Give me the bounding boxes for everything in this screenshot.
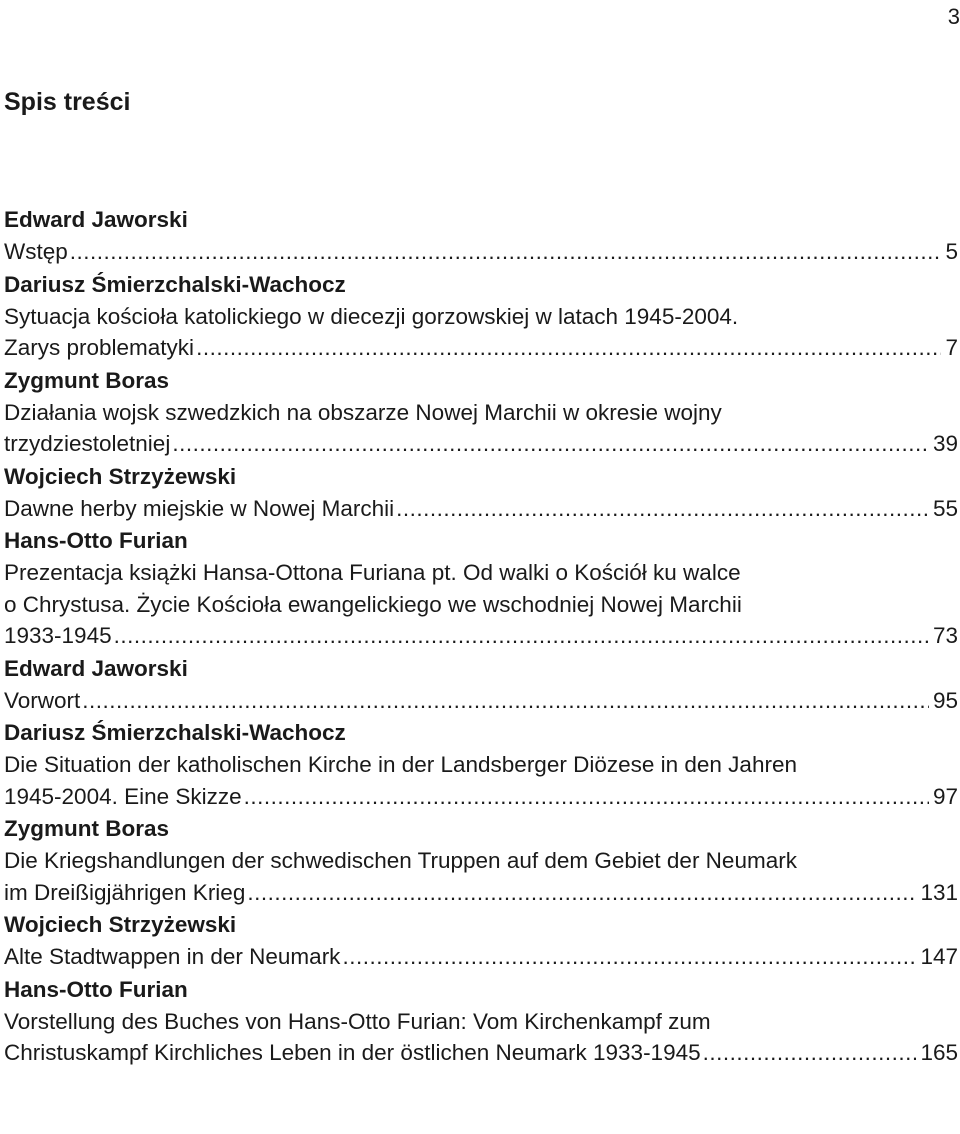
entry-title <box>4 749 958 812</box>
entry-title <box>4 557 958 652</box>
entry-title-last-line <box>4 685 958 717</box>
entry-author: Hans-Otto Furian <box>4 976 188 1002</box>
toc-entry <box>4 652 958 717</box>
toc-entry <box>4 203 958 268</box>
entry-title-text: Dawne herby miejskie w Nowej Marchii <box>4 495 395 521</box>
entry-title-text: Alte Stadtwappen in der Neumark <box>4 944 341 969</box>
entry-title <box>4 397 958 460</box>
entry-title <box>4 941 958 973</box>
table-of-contents <box>4 203 958 1069</box>
entry-title-last-line <box>4 236 958 268</box>
dot-leader <box>342 941 916 973</box>
toc-entry <box>4 364 958 460</box>
entry-title <box>4 493 958 525</box>
entry-author: Zygmunt Boras <box>4 367 170 393</box>
dot-leader <box>703 1037 917 1069</box>
dot-leader <box>247 877 916 909</box>
entry-title-line: Die Situation der katholischen Kirche in der Landsberger Diözese in den Jahren <box>4 752 797 777</box>
page-number: 3 <box>947 4 960 29</box>
entry-title-line: Sytuacja kościoła katolickiego w diecezji gorzowskiej w latach 1945-2004. <box>4 303 739 329</box>
entry-title <box>4 685 958 717</box>
entry-title-last-line <box>4 332 958 364</box>
entry-author: Zygmunt Boras <box>4 816 170 841</box>
entry-author: Dariusz Śmierzchalski-Wachocz <box>4 271 346 297</box>
entry-title-line: Działania wojsk szwedzkich na obszarze Nowej Marchii w okresie wojny <box>4 399 722 425</box>
entry-title-line: Prezentacja książki Hansa-Ottona Furiana pt. Od walki o Kościół ku walce <box>4 560 741 585</box>
entry-page-number: 131 <box>920 879 958 905</box>
entry-title-text: 1945-2004. Eine Skizze <box>4 783 242 809</box>
entry-page-number: 95 <box>932 687 958 713</box>
entry-title-last-line <box>4 941 958 973</box>
entry-title <box>4 1006 958 1069</box>
entry-author: Hans-Otto Furian <box>4 528 188 553</box>
entry-title <box>4 301 958 364</box>
dot-leader <box>244 781 929 813</box>
entry-author: Edward Jaworski <box>4 207 188 232</box>
toc-entry <box>4 973 958 1069</box>
entry-author: Wojciech Strzyżewski <box>4 912 237 937</box>
entry-title <box>4 236 958 268</box>
entry-author: Wojciech Strzyżewski <box>4 463 237 489</box>
entry-page-number: 5 <box>945 239 958 264</box>
entry-title-text: im Dreißigjährigen Krieg <box>4 879 246 905</box>
toc-entry <box>4 268 958 364</box>
entry-title-line: o Chrystusa. Życie Kościoła ewangelickiego we wschodniej Nowej Marchii <box>4 591 742 617</box>
entry-page-number: 147 <box>920 944 958 969</box>
dot-leader <box>114 620 929 652</box>
entry-page-number: 97 <box>932 783 958 809</box>
entry-author: Edward Jaworski <box>4 655 188 681</box>
entry-page-number: 73 <box>932 623 958 648</box>
entry-title-text: Zarys problematyki <box>4 335 195 360</box>
entry-page-number: 55 <box>932 495 958 521</box>
entry-title-last-line <box>4 493 958 525</box>
dot-leader <box>172 428 929 460</box>
toc-title: Spis treści <box>4 88 131 116</box>
dot-leader <box>82 685 929 717</box>
entry-title-last-line <box>4 781 958 813</box>
entry-title-last-line <box>4 877 958 909</box>
entry-author: Dariusz Śmierzchalski-Wachocz <box>4 720 346 745</box>
entry-title <box>4 845 958 908</box>
entry-title-line: Die Kriegshandlungen der schwedischen Truppen auf dem Gebiet der Neumark <box>4 848 797 873</box>
toc-entry <box>4 812 958 908</box>
entry-title-text: Vorwort <box>4 687 81 713</box>
entry-page-number: 39 <box>932 431 958 456</box>
entry-title-text: trzydziestoletniej <box>4 431 171 456</box>
entry-title-line: Vorstellung des Buches von Hans-Otto Furian: Vom Kirchenkampf zum <box>4 1008 711 1034</box>
entry-title-last-line <box>4 1037 958 1069</box>
entry-page-number: 7 <box>945 335 958 360</box>
entry-title-last-line <box>4 428 958 460</box>
entry-title-text: 1933-1945 <box>4 623 112 648</box>
entry-title-text: Christuskampf Kirchliches Leben in der östlichen Neumark 1933-1945 <box>4 1040 701 1065</box>
entry-title-text: Wstęp <box>4 239 68 264</box>
dot-leader <box>196 332 941 364</box>
toc-entry <box>4 460 958 525</box>
toc-entry <box>4 524 958 652</box>
toc-entry <box>4 716 958 812</box>
toc-entry <box>4 908 958 973</box>
dot-leader <box>396 493 929 525</box>
entry-title-last-line <box>4 620 958 652</box>
dot-leader <box>70 236 942 268</box>
entry-page-number: 165 <box>920 1040 958 1065</box>
